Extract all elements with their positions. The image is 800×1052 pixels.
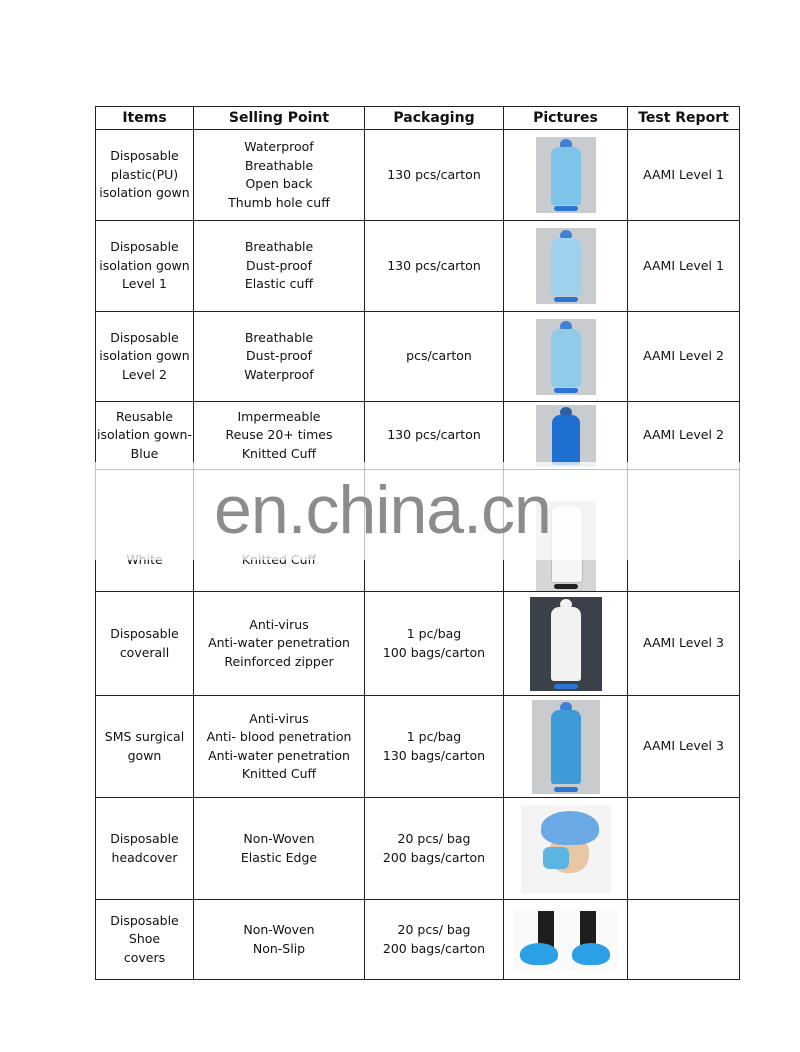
- selling-line: Waterproof: [244, 366, 314, 382]
- report-cell: AAMI Level 2: [628, 402, 740, 470]
- figure-feet: [554, 297, 578, 302]
- table-row: [96, 130, 740, 221]
- picture-cell: [504, 402, 628, 470]
- report-cell: AAMI Level 3: [628, 592, 740, 696]
- picture-cell: [504, 798, 628, 900]
- item-line: isolation gown-: [97, 427, 192, 443]
- item-line: isolation gown: [99, 348, 190, 364]
- packaging-cell: [365, 221, 504, 312]
- item-line: covers: [123, 949, 166, 965]
- figure-gown: [552, 415, 580, 465]
- selling-line: Anti- blood penetration: [206, 729, 352, 744]
- selling-line: Non-Slip: [252, 940, 306, 956]
- selling-line: Impermeable: [237, 408, 321, 424]
- packaging-line: pcs/carton: [406, 348, 472, 364]
- report-cell: AAMI Level 1: [628, 130, 740, 221]
- item-line: Level 2: [122, 366, 167, 382]
- item-line: Level 1: [122, 276, 167, 292]
- selling-line: Anti-virus: [249, 616, 309, 632]
- selling-cell: [194, 592, 365, 696]
- item-line: Disposable: [110, 831, 179, 846]
- table-row: [96, 696, 740, 798]
- figure-gown: [551, 710, 581, 784]
- selling-line: Open back: [245, 176, 313, 191]
- pu-gown-photo: [536, 137, 596, 213]
- selling-line: Anti-virus: [249, 710, 309, 726]
- table-row: [96, 900, 740, 980]
- packaging-line: 130 pcs/carton: [387, 257, 481, 273]
- item-cell: [96, 312, 194, 402]
- figure-feet: [554, 206, 578, 211]
- item-line: Disposable: [110, 329, 179, 345]
- item-line: Disposable: [110, 626, 179, 641]
- item-line: isolation gown: [99, 257, 190, 273]
- header-test-report: Test Report: [628, 107, 740, 130]
- item-cell: [96, 900, 194, 980]
- selling-line: Anti-water penetration: [208, 747, 350, 763]
- sms-surgical-gown-photo: [532, 700, 600, 794]
- selling-line: Non-Woven: [243, 831, 315, 846]
- picture-cell: [504, 221, 628, 312]
- packaging-line: 130 pcs/carton: [387, 427, 481, 443]
- selling-line: Breathable: [244, 157, 314, 173]
- blue-reusable-gown-photo: [536, 405, 596, 467]
- packaging-line: 100 bags/carton: [382, 644, 486, 660]
- report-cell: AAMI Level 3: [628, 696, 740, 798]
- shoe-cover-shape: [572, 943, 610, 965]
- figure-feet: [554, 787, 578, 792]
- packaging-cell: [365, 592, 504, 696]
- shoe-cover-shape: [520, 943, 558, 965]
- selling-line: Non-Woven: [243, 922, 315, 937]
- figure-feet: [554, 388, 578, 393]
- report-cell: AAMI Level 2: [628, 312, 740, 402]
- figure-gown: [551, 238, 581, 296]
- figure-feet: [554, 684, 578, 689]
- packaging-cell: [365, 696, 504, 798]
- item-cell: [96, 592, 194, 696]
- selling-line: Dust-proof: [246, 257, 312, 273]
- item-line: plastic(PU): [110, 166, 179, 182]
- packaging-line: 1 pc/bag: [406, 729, 462, 744]
- selling-line: Breathable: [244, 239, 314, 255]
- selling-line: Thumb hole cuff: [228, 194, 330, 210]
- item-line: headcover: [111, 849, 178, 865]
- packaging-cell: [365, 130, 504, 221]
- packaging-cell: [365, 900, 504, 980]
- header-pictures: Pictures: [504, 107, 628, 130]
- selling-line: Reuse 20+ times: [225, 427, 333, 443]
- item-cell: [96, 798, 194, 900]
- coverall-photo: [530, 597, 602, 691]
- selling-line: Elastic cuff: [244, 276, 314, 292]
- level1-gown-photo: [536, 228, 596, 304]
- item-line: Reusable: [115, 408, 173, 424]
- picture-cell: [504, 592, 628, 696]
- header-row: [96, 107, 740, 130]
- selling-cell: [194, 402, 365, 470]
- packaging-line: 130 bags/carton: [382, 747, 486, 763]
- picture-cell: [504, 130, 628, 221]
- item-line: coverall: [119, 644, 170, 660]
- packaging-line: 20 pcs/ bag: [397, 922, 471, 937]
- packaging-line: 130 pcs/carton: [387, 166, 481, 182]
- item-line: Blue: [130, 445, 159, 461]
- table-row: [96, 798, 740, 900]
- item-line: gown: [127, 747, 162, 763]
- report-cell: AAMI Level 1: [628, 221, 740, 312]
- selling-cell: [194, 221, 365, 312]
- selling-line: Breathable: [244, 329, 314, 345]
- mask-shape: [543, 847, 569, 869]
- item-line: Disposable: [110, 239, 179, 255]
- report-cell: [628, 798, 740, 900]
- header-packaging: Packaging: [365, 107, 504, 130]
- item-cell: [96, 130, 194, 221]
- selling-line: Knitted Cuff: [241, 445, 317, 461]
- item-cell: [96, 696, 194, 798]
- selling-line: Elastic Edge: [240, 849, 318, 865]
- figure-coverall: [551, 607, 581, 681]
- table-row: [96, 592, 740, 696]
- figure-feet: [554, 584, 578, 589]
- item-cell: [96, 221, 194, 312]
- shoe-covers-photo: [514, 909, 618, 971]
- figure-gown: [551, 147, 581, 205]
- item-line: Disposable: [110, 148, 179, 164]
- table-row: [96, 312, 740, 402]
- watermark-text: en.china.cn: [214, 472, 551, 548]
- selling-line: Knitted Cuff: [241, 766, 317, 781]
- picture-cell: [504, 696, 628, 798]
- item-line: SMS surgical: [104, 729, 185, 744]
- item-line: Disposable Shoe: [110, 912, 179, 947]
- level2-gown-photo: [536, 319, 596, 395]
- packaging-line: 200 bags/carton: [382, 849, 486, 865]
- header-selling-point: Selling Point: [194, 107, 365, 130]
- packaging-cell: [365, 312, 504, 402]
- selling-cell: [194, 900, 365, 980]
- picture-cell: [504, 900, 628, 980]
- selling-cell: [194, 130, 365, 221]
- item-line: isolation gown: [99, 185, 190, 201]
- headcover-photo: [521, 805, 611, 893]
- picture-cell: [504, 312, 628, 402]
- selling-cell: [194, 312, 365, 402]
- table-row: [96, 221, 740, 312]
- packaging-line: 200 bags/carton: [382, 940, 486, 956]
- header-items: Items: [96, 107, 194, 130]
- selling-line: Anti-water penetration: [208, 635, 350, 651]
- packaging-line: 20 pcs/ bag: [397, 831, 471, 846]
- headcover-shape: [541, 811, 599, 845]
- figure-gown: [551, 329, 581, 387]
- selling-line: Dust-proof: [246, 348, 312, 364]
- table-row: [96, 402, 740, 470]
- selling-line: Waterproof: [244, 139, 314, 154]
- selling-cell: [194, 798, 365, 900]
- selling-line: Reinforced zipper: [224, 653, 334, 669]
- selling-cell: [194, 696, 365, 798]
- item-cell: [96, 402, 194, 470]
- packaging-cell: [365, 798, 504, 900]
- packaging-line: 1 pc/bag: [406, 626, 462, 641]
- report-cell: [628, 900, 740, 980]
- packaging-cell: [365, 402, 504, 470]
